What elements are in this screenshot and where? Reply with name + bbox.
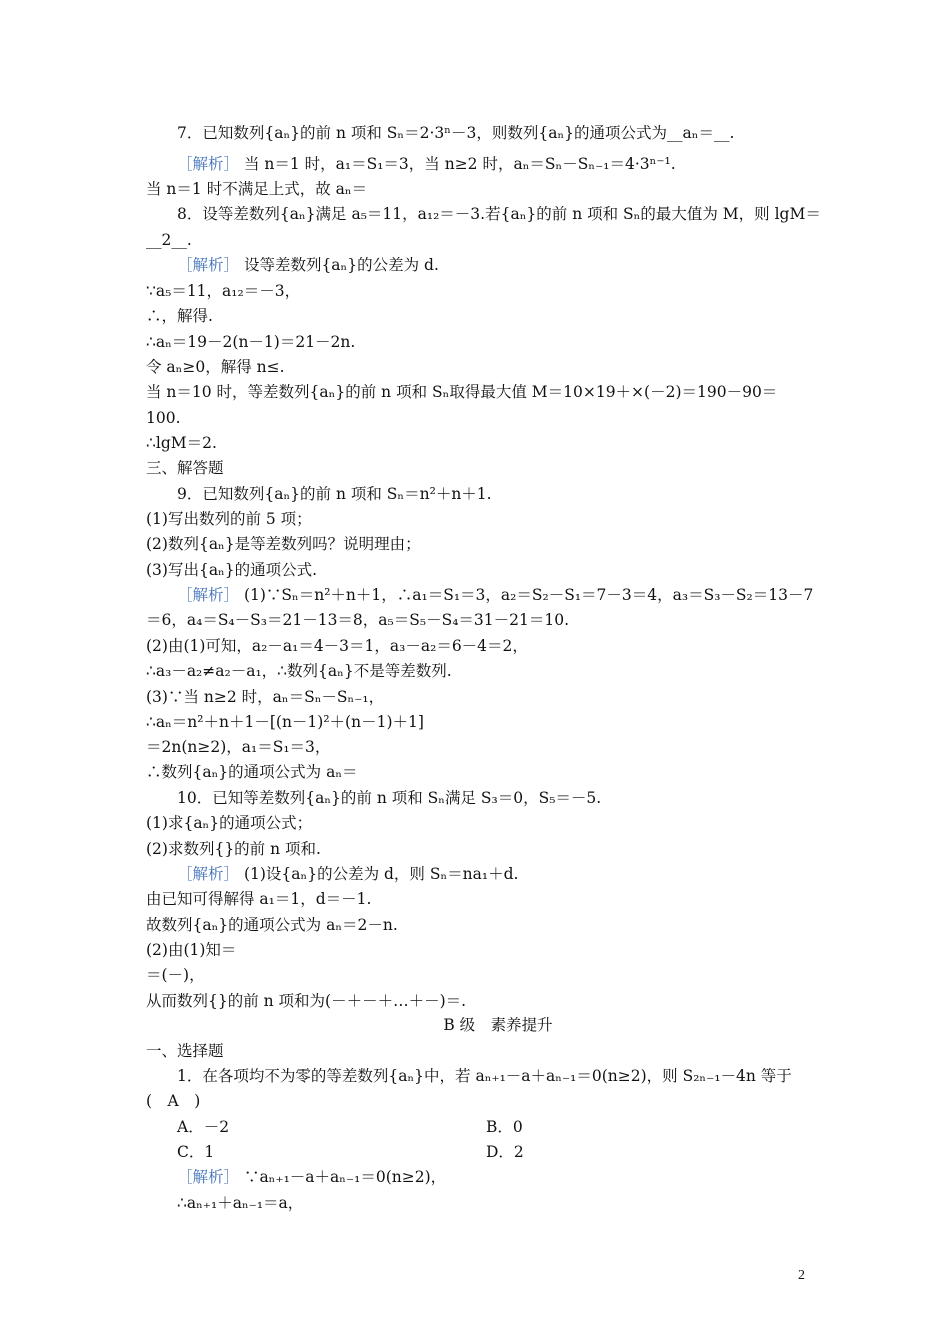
text-line: ∴a₃－a₂≠a₂－a₁，∴数列{aₙ}不是等差数列. — [146, 662, 452, 680]
text-line: 9．已知数列{aₙ}的前 n 项和 Sₙ＝n²＋n＋1. — [177, 485, 492, 503]
text-line: ∵a₅＝11，a₁₂＝－3， — [146, 282, 301, 300]
text-line: ∴aₙ＝n²＋n＋1－[(n－1)²＋(n－1)＋1] — [146, 713, 424, 731]
section-heading: 三、解答题 — [146, 459, 224, 477]
text-line: 8．设等差数列{aₙ}满足 a₅＝11，a₁₂＝－3.若{aₙ}的前 n 项和 Sₙ的最大值为 M，则 lgM＝ — [177, 205, 821, 223]
text-line: 1．在各项均不为零的等差数列{aₙ}中，若 aₙ₊₁－a＋aₙ₋₁＝0(n≥2)，则 S₂ₙ₋₁－4n 等于 — [177, 1067, 792, 1085]
text-line: (1)求{aₙ}的通项公式； — [146, 814, 313, 832]
text-line: (2)求数列{}的前 n 项和. — [146, 840, 321, 858]
text-line: (3)∵当 n≥2 时，aₙ＝Sₙ－Sₙ₋₁， — [146, 688, 385, 706]
text-line: ［解析］ (1)∵Sₙ＝n²＋n＋1，∴a₁＝S₁＝3，a₂＝S₂－S₁＝7－3＝4，a₃＝S₃－S₂＝13－7 — [177, 586, 814, 604]
text-line: ∴lgM＝2. — [146, 434, 217, 452]
text-line: (2)由(1)知＝ — [146, 941, 237, 959]
text-line: 故数列{aₙ}的通项公式为 aₙ＝2－n. — [146, 916, 398, 934]
text-line: (3)写出{aₙ}的通项公式. — [146, 561, 318, 579]
text-line: ∴数列{aₙ}的通项公式为 aₙ＝ — [146, 763, 358, 781]
text-line: ∴，解得. — [146, 307, 213, 325]
text-line: ［解析］ ∵aₙ₊₁－a＋aₙ₋₁＝0(n≥2)， — [177, 1168, 447, 1186]
text-line: ［解析］ (1)设{aₙ}的公差为 d，则 Sₙ＝na₁＋d. — [177, 865, 519, 883]
text-line: ［解析］ 当 n＝1 时，a₁＝S₁＝3，当 n≥2 时，aₙ＝Sₙ－Sₙ₋₁＝4·3ⁿ⁻¹. — [177, 155, 676, 173]
option-b: B．0 — [486, 1118, 523, 1136]
text-line: (2)由(1)可知，a₂－a₁＝4－3＝1，a₃－a₂＝6－4＝2， — [146, 637, 528, 655]
page-number: 2 — [798, 1268, 805, 1283]
text-line: 令 aₙ≥0，解得 n≤. — [146, 358, 285, 376]
text-line: (1)写出数列的前 5 项； — [146, 510, 312, 528]
text-line: ＝2n(n≥2)，a₁＝S₁＝3， — [146, 738, 331, 756]
option-row — [146, 1115, 850, 1139]
text-line: ［解析］ 设等差数列{aₙ}的公差为 d. — [177, 256, 439, 274]
text-line: ∴aₙ₊₁＋aₙ₋₁＝a， — [177, 1194, 304, 1212]
text-line: ∴aₙ＝19－2(n－1)＝21－2n. — [146, 333, 356, 351]
text-line: 100. — [146, 409, 181, 427]
option-c: C．1 — [177, 1143, 215, 1161]
text-line: 由已知可得解得 a₁＝1，d＝－1. — [146, 890, 372, 908]
text-line: ＝6，a₄＝S₄－S₃＝21－13＝8，a₅＝S₅－S₄＝31－21＝10. — [146, 611, 570, 629]
option-a: A．－2 — [177, 1118, 230, 1136]
text-line: 从而数列{}的前 n 项和为(－＋－＋…＋－)＝. — [146, 992, 467, 1010]
text-line: ( A ) — [146, 1092, 201, 1110]
option-d: D．2 — [486, 1143, 524, 1161]
text-line: ＝(－)， — [146, 966, 205, 984]
level-heading: B 级 素养提升 — [443, 1016, 553, 1034]
section-heading: 一、选择题 — [146, 1042, 224, 1060]
text-line: 7．已知数列{aₙ}的前 n 项和 Sₙ＝2·3ⁿ－3，则数列{aₙ}的通项公式为__aₙ＝__. — [177, 124, 735, 142]
text-line: __2__. — [146, 231, 192, 249]
option-row — [146, 1140, 850, 1164]
text-line: 当 n＝1 时不满足上式，故 aₙ＝ — [146, 180, 368, 198]
text-line: (2)数列{aₙ}是等差数列吗？说明理由； — [146, 535, 421, 553]
text-line: 10．已知等差数列{aₙ}的前 n 项和 Sₙ满足 S₃＝0，S₅＝－5. — [177, 789, 602, 807]
text-line: 当 n＝10 时，等差数列{aₙ}的前 n 项和 Sₙ取得最大值 M＝10×19＋×(－2)＝190－90＝ — [146, 383, 778, 401]
